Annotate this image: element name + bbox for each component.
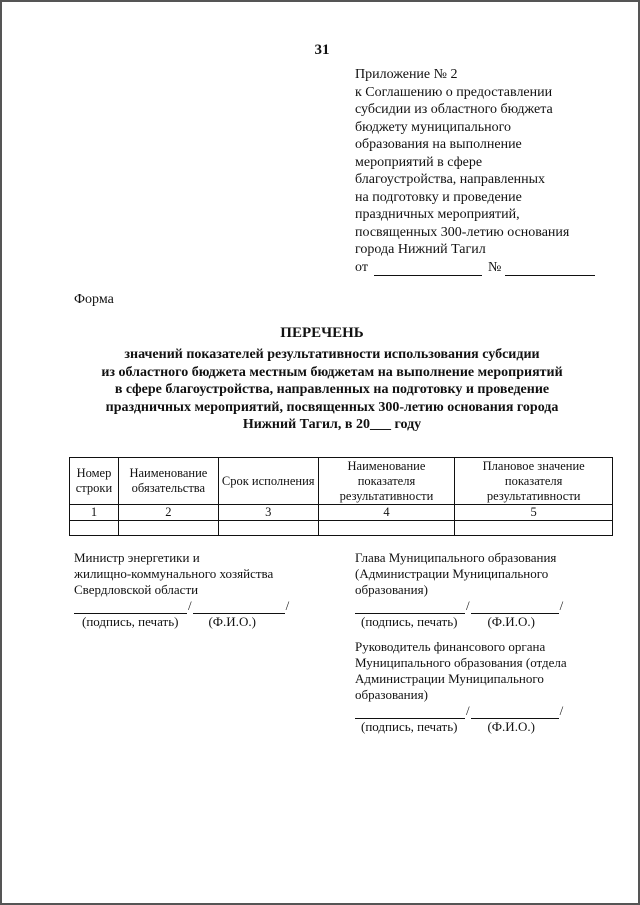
table-cell[interactable] bbox=[318, 521, 455, 536]
name-field[interactable] bbox=[471, 600, 559, 614]
subtitle-line: Нижний Тагил, в 20___ году bbox=[242, 417, 422, 432]
appendix-line: мероприятий в сфере bbox=[355, 154, 483, 170]
appendix-line: субсидии из областного бюджета bbox=[355, 102, 553, 117]
appendix-block bbox=[355, 66, 605, 276]
signature-field[interactable] bbox=[74, 600, 187, 614]
header-row-number: Номер строки bbox=[70, 458, 119, 505]
name-field[interactable] bbox=[471, 705, 559, 719]
name-field[interactable] bbox=[193, 600, 285, 614]
signature-line: / / bbox=[355, 703, 605, 719]
appendix-line: города Нижний Тагил bbox=[355, 242, 486, 257]
name-caption: (Ф.И.О.) bbox=[208, 614, 256, 629]
subtitle-line: значений показателей результативности использования субсидии bbox=[124, 347, 540, 362]
signatory-title-line: образования) bbox=[355, 687, 428, 702]
document-subtitle bbox=[72, 346, 592, 434]
finance-signature-block bbox=[355, 639, 605, 735]
number-blank-field[interactable] bbox=[505, 262, 595, 276]
signatory-title-line: Глава Муниципального образования bbox=[355, 550, 557, 565]
column-number: 1 bbox=[70, 505, 119, 521]
number-label: № bbox=[487, 259, 502, 275]
appendix-line: Приложение № 2 bbox=[355, 67, 458, 82]
appendix-line: праздничных мероприятий, bbox=[355, 207, 520, 222]
from-label: от bbox=[355, 259, 368, 275]
appendix-line: благоустройства, направленных bbox=[355, 172, 546, 187]
name-caption: (Ф.И.О.) bbox=[487, 614, 535, 629]
table-header-row bbox=[70, 458, 613, 505]
table-cell[interactable] bbox=[455, 521, 613, 536]
table-cell[interactable] bbox=[70, 521, 119, 536]
signatory-title-line: Администрации Муниципального bbox=[355, 671, 544, 686]
appendix-line: бюджету муниципального bbox=[355, 119, 512, 135]
signatory-title-line: Руководитель финансового органа bbox=[355, 639, 546, 654]
appendix-line: к Соглашению о предоставлении bbox=[355, 84, 553, 100]
document-title: ПЕРЕЧЕНЬ bbox=[280, 325, 364, 341]
table-numbering-row bbox=[70, 505, 613, 521]
signatory-title-line: Министр энергетики и bbox=[74, 550, 200, 565]
name-caption: (Ф.И.О.) bbox=[487, 719, 535, 734]
signatory-title-line: образования) bbox=[355, 582, 428, 597]
signatory-title-line: (Администрации Муниципального bbox=[355, 566, 549, 581]
column-number: 3 bbox=[218, 505, 318, 521]
head-signature-block bbox=[355, 550, 605, 630]
signature-field[interactable] bbox=[355, 600, 465, 614]
signature-caption: (подпись, печать) bbox=[361, 614, 458, 629]
signature-field[interactable] bbox=[355, 705, 465, 719]
signature-caption: (подпись, печать) bbox=[361, 719, 458, 734]
header-obligation: Наименование обязательства bbox=[118, 458, 218, 505]
table-cell[interactable] bbox=[118, 521, 218, 536]
appendix-line: посвященных 300-летию основания bbox=[355, 224, 570, 240]
form-label: Форма bbox=[74, 292, 114, 307]
signatory-title-line: жилищно-коммунального хозяйства bbox=[74, 566, 274, 581]
page-number: 31 bbox=[314, 42, 330, 58]
table-cell[interactable] bbox=[218, 521, 318, 536]
subtitle-line: из областного бюджета местным бюджетам на выполнение мероприятий bbox=[101, 364, 563, 380]
signature-caption: (подпись, печать) bbox=[82, 614, 179, 629]
column-number: 5 bbox=[455, 505, 613, 521]
signature-line: / / bbox=[355, 598, 605, 614]
signatory-title-line: Муниципального образования (отдела bbox=[355, 655, 567, 670]
minister-signature-block bbox=[74, 550, 314, 630]
date-number-row bbox=[355, 259, 605, 277]
subtitle-line: в сфере благоустройства, направленных на подготовку и проведение bbox=[114, 382, 550, 397]
signature-line: / / bbox=[74, 598, 314, 614]
header-deadline: Срок исполнения bbox=[218, 458, 318, 505]
date-blank-field[interactable] bbox=[374, 262, 482, 276]
column-number: 2 bbox=[118, 505, 218, 521]
header-indicator-name: Наименование показателя результативности bbox=[318, 458, 455, 505]
appendix-line: на подготовку и проведение bbox=[355, 189, 522, 205]
subtitle-line: праздничных мероприятий, посвященных 300-летию основания города bbox=[105, 399, 559, 415]
appendix-line: образования на выполнение bbox=[355, 137, 522, 152]
table-row bbox=[70, 521, 613, 536]
column-number: 4 bbox=[318, 505, 455, 521]
indicators-table bbox=[69, 457, 613, 536]
signatory-title-line: Свердловской области bbox=[74, 582, 199, 597]
header-planned-value: Плановое значение показателя результативности bbox=[455, 458, 613, 505]
